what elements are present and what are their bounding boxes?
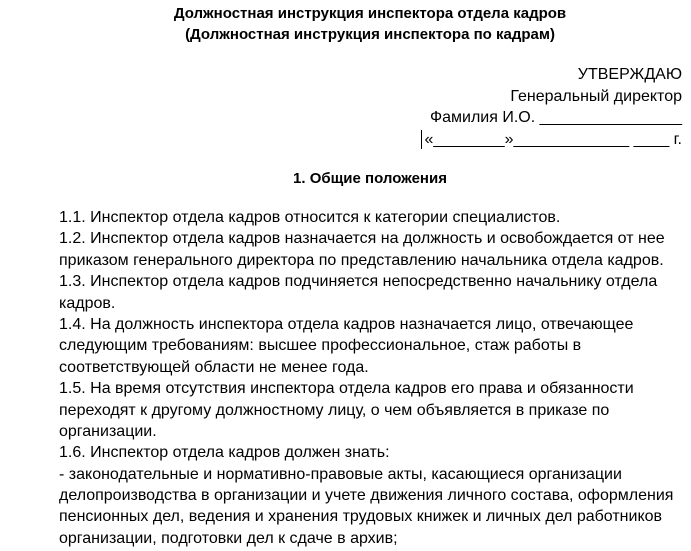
approval-signature-line: Фамилия И.О. ________________: [429, 109, 682, 126]
body-line: организации.: [59, 422, 157, 440]
section-heading: 1. Общие положения: [293, 170, 447, 187]
body-line: соответствующей области не менее года.: [59, 358, 369, 376]
document-subtitle: (Должностная инструкция инспектора по кадрам): [185, 26, 555, 43]
section-body: [59, 207, 684, 549]
approval-date-line: «________»_____________ ____ г.: [424, 131, 682, 148]
body-line: переходят к другому должностному лицу, о чем объявляется в приказе по: [59, 401, 610, 419]
body-line: 1.4. На должность инспектора отдела кадров назначается лицо, отвечающее: [59, 315, 634, 333]
approval-position: Генеральный директор: [510, 88, 682, 105]
body-line: 1.3. Инспектор отдела кадров подчиняется непосредственно начальнику отдела: [59, 273, 658, 291]
body-line: 1.1. Инспектор отдела кадров относится к категории специалистов.: [59, 209, 561, 226]
body-line: 1.2. Инспектор отдела кадров назначается на должность и освобождается от нее: [59, 230, 665, 248]
body-line: делопроизводства в организации и учете движения личного состава, оформления: [59, 487, 674, 505]
body-line: 1.5. На время отсутствия инспектора отдела кадров его права и обязанности: [59, 380, 634, 398]
body-line: следующим требованиям: высшее профессиональное, стаж работы в: [59, 337, 582, 355]
body-line: кадров.: [59, 294, 116, 312]
body-line: пенсионных дел, ведения и хранения трудовых книжек и личных дел работников: [59, 508, 663, 526]
document-title: Должностная инструкция инспектора отдела кадров: [173, 5, 567, 22]
body-line: организации, подготовки дел к сдаче в архив;: [59, 529, 398, 547]
body-line: - законодательные и нормативно-правовые акты, касающиеся организации: [59, 465, 622, 483]
text-cursor: [421, 130, 422, 149]
approval-heading: УТВЕРЖДАЮ: [577, 66, 682, 83]
body-line: приказом генерального директора по представлению начальника отдела кадров.: [59, 251, 664, 269]
body-line: 1.6. Инспектор отдела кадров должен знать:: [59, 444, 390, 462]
